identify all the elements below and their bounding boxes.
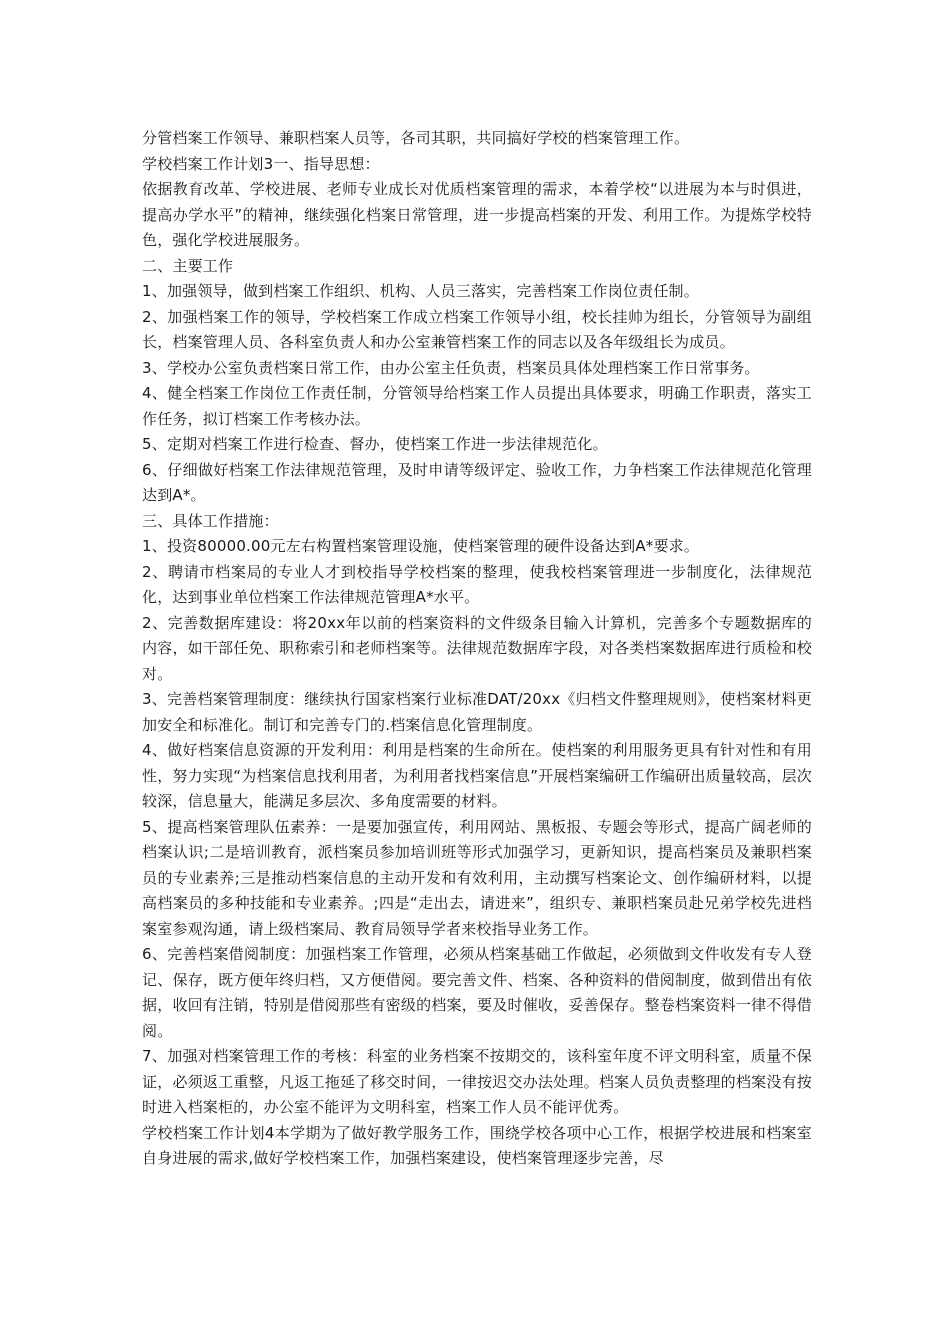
document-body bbox=[142, 126, 812, 1172]
list-item: 2、聘请市档案局的专业人才到校指导学校档案的整理，使我校档案管理进一步制度化，法律规范化，达到事业单位档案工作法律规范管理A*水平。 bbox=[142, 562, 812, 606]
list-item: 4、做好档案信息资源的开发利用：利用是档案的生命所在。使档案的利用服务更具有针对性和有用性，努力实现“为档案信息找利用者，为利用者找档案信息”开展档案编研工作编研出质量较高，层次较深，信息量大，能满足多层次、多角度需要的材料。 bbox=[142, 741, 812, 810]
list-item: 4、健全档案工作岗位工作责任制，分管领导给档案工作人员提出具体要求，明确工作职责，落实工作任务，拟订档案工作考核办法。 bbox=[142, 384, 812, 428]
paragraph: 学校档案工作计划4本学期为了做好教学服务工作，围绕学校各项中心工作，根据学校进展和档案室自身进展的需求,做好学校档案工作，加强档案建设，使档案管理逐步完善，尽 bbox=[142, 1123, 812, 1167]
section-heading: 三、具体工作措施： bbox=[142, 511, 279, 530]
section-heading: 学校档案工作计划3一、指导思想： bbox=[142, 154, 380, 173]
list-item: 5、定期对档案工作进行检查、督办，使档案工作进一步法律规范化。 bbox=[142, 435, 608, 453]
list-item: 6、完善档案借阅制度：加强档案工作管理，必须从档案基础工作做起，必须做到文件收发有专人登记、保存，既方便年终归档，又方便借阅。要完善文件、档案、各种资料的借阅制度，做到借出有依据，收回有注销，特别是借阅那些有密级的档案，要及时催收，妥善保存。整卷档案资料一律不得借阅。 bbox=[142, 945, 812, 1040]
list-item: 3、学校办公室负责档案日常工作，由办公室主任负责，档案员具体处理档案工作日常事务。 bbox=[142, 358, 760, 377]
list-item: 1、投资80000.00元左右构置档案管理设施，使档案管理的硬件设备达到A*要求。 bbox=[142, 537, 700, 555]
paragraph: 依据教育改革、学校进展、老师专业成长对优质档案管理的需求，本着学校“以进展为本与时俱进，提高办学水平”的精神，继续强化档案日常管理，进一步提高档案的开发、利用工作。为提炼学校特色，强化学校进展服务。 bbox=[142, 180, 812, 249]
list-item: 7、加强对档案管理工作的考核：科室的业务档案不按期交的，该科室年度不评文明科室，质量不保证，必须返工重整，凡返工拖延了移交时间，一律按迟交办法处理。档案人员负责整理的档案没有按时进入档案柜的，办公室不能评为文明科室，档案工作人员不能评优秀。 bbox=[142, 1047, 812, 1116]
list-item: 2、完善数据库建设：将20xx年以前的档案资料的文件级条目输入计算机，完善多个专题数据库的内容，如干部任免、职称索引和老师档案等。法律规范数据库字段，对各类档案数据库进行质检和校对。 bbox=[142, 613, 812, 683]
paragraph: 分管档案工作领导、兼职档案人员等，各司其职，共同搞好学校的档案管理工作。 bbox=[142, 129, 690, 147]
list-item: 5、提高档案管理队伍素养：一是要加强宣传，利用网站、黑板报、专题会等形式，提高广阔老师的档案认识;二是培训教育，派档案员参加培训班等形式加强学习，更新知识，提高档案员及兼职档案员的专业素养;三是推动档案信息的主动开发和有效利用，主动撰写档案论文、创作编研材料，以提高档案员的多种技能和专业素养。;四是“走出去，请进来”，组织专、兼职档案员赴兄弟学校先进档案室参观沟通，请上级档案局、教育局领导学者来校指导业务工作。 bbox=[142, 817, 812, 938]
list-item: 3、完善档案管理制度：继续执行国家档案行业标准DAT/20xx《归档文件整理规则》，使档案材料更加安全和标准化。制订和完善专门的.档案信息化管理制度。 bbox=[142, 690, 812, 734]
list-item: 2、加强档案工作的领导，学校档案工作成立档案工作领导小组，校长挂帅为组长，分管领导为副组长，档案管理人员、各科室负责人和办公室兼管档案工作的同志以及各年级组长为成员。 bbox=[142, 307, 812, 351]
section-heading: 二、主要工作 bbox=[142, 256, 234, 275]
list-item: 1、加强领导，做到档案工作组织、机构、人员三落实，完善档案工作岗位责任制。 bbox=[142, 282, 699, 300]
list-item: 6、仔细做好档案工作法律规范管理，及时申请等级评定、验收工作，力争档案工作法律规范化管理达到A*。 bbox=[142, 460, 812, 504]
